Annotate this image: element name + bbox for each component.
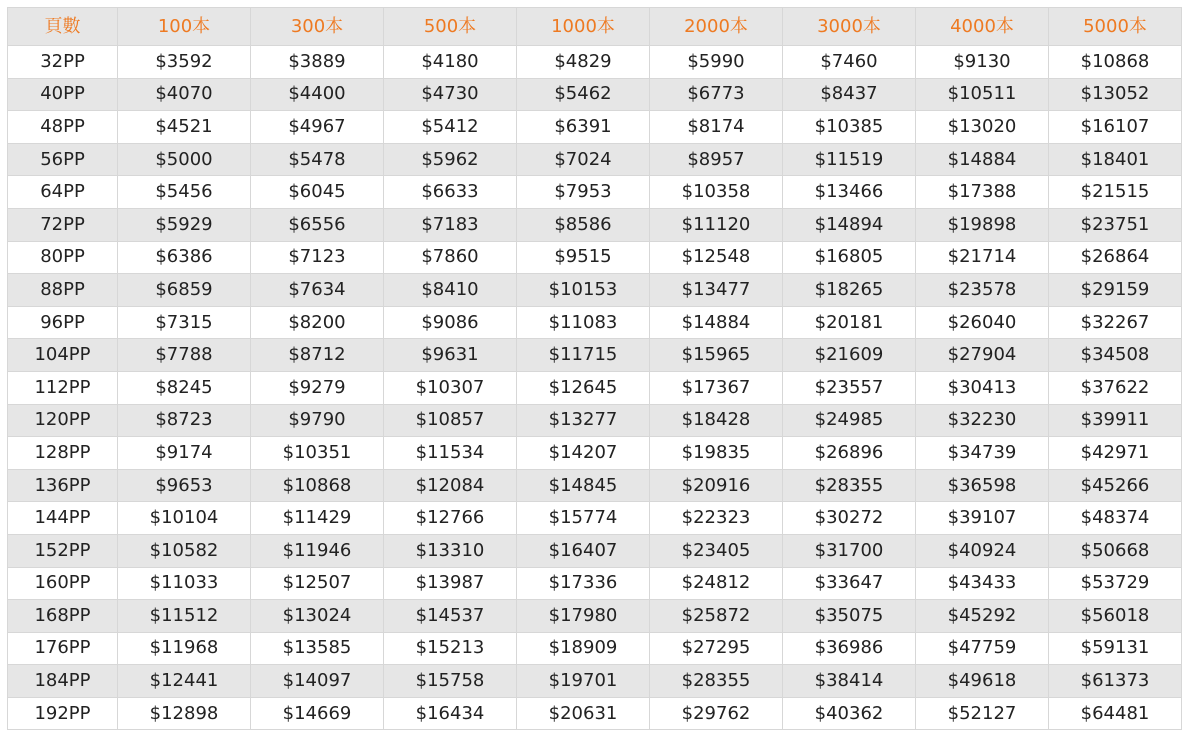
price-cell: $10582 [118,534,251,567]
page-count-cell: 80PP [8,241,118,274]
price-cell: $10868 [251,469,384,502]
price-cell: $26864 [1049,241,1182,274]
page-count-cell: 96PP [8,306,118,339]
price-cell: $9086 [384,306,517,339]
price-cell: $5478 [251,143,384,176]
table-row [8,46,1182,79]
price-cell: $7860 [384,241,517,274]
page-count-cell: 104PP [8,339,118,372]
price-cell: $8586 [517,208,650,241]
page-count-cell: 176PP [8,632,118,665]
price-cell: $33647 [783,567,916,600]
price-cell: $12766 [384,502,517,535]
page-count-cell: 40PP [8,78,118,111]
price-cell: $40924 [916,534,1049,567]
price-cell: $9653 [118,469,251,502]
price-cell: $14207 [517,437,650,470]
price-cell: $19835 [650,437,783,470]
price-cell: $16407 [517,534,650,567]
price-cell: $25872 [650,600,783,633]
price-cell: $32267 [1049,306,1182,339]
header-quantity-4: 1000本 [517,8,650,46]
price-cell: $7460 [783,46,916,79]
table-row [8,176,1182,209]
price-cell: $10307 [384,371,517,404]
price-table-container [7,7,1182,730]
price-cell: $64481 [1049,697,1182,730]
price-cell: $13585 [251,632,384,665]
header-quantity-7: 4000本 [916,8,1049,46]
price-cell: $14097 [251,665,384,698]
price-cell: $20916 [650,469,783,502]
table-row [8,534,1182,567]
price-cell: $10358 [650,176,783,209]
price-cell: $13020 [916,111,1049,144]
table-row [8,600,1182,633]
price-cell: $7123 [251,241,384,274]
price-cell: $34508 [1049,339,1182,372]
price-cell: $9130 [916,46,1049,79]
price-cell: $18428 [650,404,783,437]
price-cell: $18401 [1049,143,1182,176]
price-cell: $7183 [384,208,517,241]
price-cell: $4829 [517,46,650,79]
price-cell: $14669 [251,697,384,730]
price-cell: $11033 [118,567,251,600]
price-cell: $12548 [650,241,783,274]
page-count-cell: 56PP [8,143,118,176]
price-cell: $21609 [783,339,916,372]
price-cell: $11534 [384,437,517,470]
price-cell: $10104 [118,502,251,535]
header-quantity-3: 500本 [384,8,517,46]
price-cell: $14884 [650,306,783,339]
price-cell: $7315 [118,306,251,339]
price-cell: $24812 [650,567,783,600]
price-cell: $13987 [384,567,517,600]
table-row [8,339,1182,372]
price-cell: $6386 [118,241,251,274]
table-row [8,502,1182,535]
price-cell: $18909 [517,632,650,665]
page-count-cell: 72PP [8,208,118,241]
price-cell: $21714 [916,241,1049,274]
table-row [8,306,1182,339]
price-cell: $38414 [783,665,916,698]
price-cell: $6391 [517,111,650,144]
price-cell: $8245 [118,371,251,404]
table-row [8,208,1182,241]
price-cell: $31700 [783,534,916,567]
price-cell: $5000 [118,143,251,176]
header-quantity-1: 100本 [118,8,251,46]
price-table [7,7,1182,730]
page-count-cell: 184PP [8,665,118,698]
price-cell: $9174 [118,437,251,470]
price-cell: $4521 [118,111,251,144]
price-cell: $5990 [650,46,783,79]
price-cell: $17388 [916,176,1049,209]
price-cell: $14884 [916,143,1049,176]
page-count-cell: 192PP [8,697,118,730]
price-cell: $47759 [916,632,1049,665]
header-quantity-6: 3000本 [783,8,916,46]
price-cell: $8410 [384,274,517,307]
price-cell: $19701 [517,665,650,698]
price-cell: $45266 [1049,469,1182,502]
table-row [8,469,1182,502]
price-cell: $12507 [251,567,384,600]
price-cell: $13310 [384,534,517,567]
price-cell: $13024 [251,600,384,633]
price-cell: $5462 [517,78,650,111]
price-cell: $8174 [650,111,783,144]
price-cell: $8712 [251,339,384,372]
price-cell: $16107 [1049,111,1182,144]
price-cell: $23557 [783,371,916,404]
price-cell: $11715 [517,339,650,372]
price-cell: $13052 [1049,78,1182,111]
price-cell: $20181 [783,306,916,339]
price-cell: $11946 [251,534,384,567]
price-cell: $11083 [517,306,650,339]
table-row [8,111,1182,144]
price-cell: $13466 [783,176,916,209]
price-cell: $9279 [251,371,384,404]
price-cell: $35075 [783,600,916,633]
page-count-cell: 32PP [8,46,118,79]
price-cell: $23751 [1049,208,1182,241]
header-quantity-8: 5000本 [1049,8,1182,46]
price-cell: $12084 [384,469,517,502]
page-count-cell: 88PP [8,274,118,307]
page-count-cell: 112PP [8,371,118,404]
header-row [8,8,1182,46]
price-cell: $48374 [1049,502,1182,535]
price-cell: $4730 [384,78,517,111]
price-cell: $16434 [384,697,517,730]
price-cell: $8957 [650,143,783,176]
price-cell: $56018 [1049,600,1182,633]
price-cell: $30413 [916,371,1049,404]
price-cell: $7953 [517,176,650,209]
header-quantity-2: 300本 [251,8,384,46]
price-cell: $13477 [650,274,783,307]
price-cell: $20631 [517,697,650,730]
price-cell: $39911 [1049,404,1182,437]
table-row [8,632,1182,665]
price-cell: $52127 [916,697,1049,730]
price-cell: $32230 [916,404,1049,437]
price-cell: $43433 [916,567,1049,600]
price-cell: $14894 [783,208,916,241]
page-count-cell: 64PP [8,176,118,209]
price-cell: $10511 [916,78,1049,111]
table-body [8,46,1182,730]
price-cell: $8437 [783,78,916,111]
price-cell: $7788 [118,339,251,372]
price-cell: $17336 [517,567,650,600]
price-cell: $42971 [1049,437,1182,470]
price-cell: $5412 [384,111,517,144]
table-row [8,78,1182,111]
page-count-cell: 152PP [8,534,118,567]
price-cell: $3592 [118,46,251,79]
price-cell: $50668 [1049,534,1182,567]
page-count-cell: 168PP [8,600,118,633]
price-cell: $17367 [650,371,783,404]
price-cell: $49618 [916,665,1049,698]
price-cell: $9790 [251,404,384,437]
price-cell: $10857 [384,404,517,437]
price-cell: $28355 [650,665,783,698]
price-cell: $14537 [384,600,517,633]
price-cell: $23405 [650,534,783,567]
page-count-cell: 120PP [8,404,118,437]
price-cell: $19898 [916,208,1049,241]
price-cell: $30272 [783,502,916,535]
price-cell: $29762 [650,697,783,730]
price-cell: $15965 [650,339,783,372]
price-cell: $61373 [1049,665,1182,698]
table-row [8,274,1182,307]
price-cell: $10385 [783,111,916,144]
price-cell: $11120 [650,208,783,241]
price-cell: $12898 [118,697,251,730]
price-cell: $59131 [1049,632,1182,665]
price-cell: $36986 [783,632,916,665]
price-cell: $37622 [1049,371,1182,404]
page-count-cell: 48PP [8,111,118,144]
price-cell: $15213 [384,632,517,665]
price-cell: $12441 [118,665,251,698]
price-cell: $5962 [384,143,517,176]
price-cell: $29159 [1049,274,1182,307]
price-cell: $17980 [517,600,650,633]
table-row [8,404,1182,437]
price-cell: $10868 [1049,46,1182,79]
price-cell: $11429 [251,502,384,535]
page-count-cell: 136PP [8,469,118,502]
header-quantity-5: 2000本 [650,8,783,46]
price-cell: $5456 [118,176,251,209]
price-cell: $7024 [517,143,650,176]
price-cell: $5929 [118,208,251,241]
price-cell: $18265 [783,274,916,307]
price-cell: $26040 [916,306,1049,339]
price-cell: $15758 [384,665,517,698]
price-cell: $26896 [783,437,916,470]
price-cell: $8723 [118,404,251,437]
table-row [8,437,1182,470]
table-row [8,665,1182,698]
price-cell: $9515 [517,241,650,274]
price-cell: $8200 [251,306,384,339]
page-count-cell: 144PP [8,502,118,535]
table-header [8,8,1182,46]
price-cell: $34739 [916,437,1049,470]
price-cell: $4070 [118,78,251,111]
price-cell: $36598 [916,469,1049,502]
price-cell: $23578 [916,274,1049,307]
price-cell: $53729 [1049,567,1182,600]
price-cell: $39107 [916,502,1049,535]
price-cell: $7634 [251,274,384,307]
price-cell: $10351 [251,437,384,470]
page-count-cell: 160PP [8,567,118,600]
table-row [8,697,1182,730]
price-cell: $14845 [517,469,650,502]
price-cell: $3889 [251,46,384,79]
price-cell: $27295 [650,632,783,665]
header-pages: 頁數 [8,8,118,46]
price-cell: $6556 [251,208,384,241]
price-cell: $10153 [517,274,650,307]
price-cell: $13277 [517,404,650,437]
price-cell: $4967 [251,111,384,144]
table-row [8,241,1182,274]
price-cell: $4180 [384,46,517,79]
price-cell: $16805 [783,241,916,274]
price-cell: $6773 [650,78,783,111]
table-row [8,143,1182,176]
price-cell: $22323 [650,502,783,535]
price-cell: $9631 [384,339,517,372]
price-cell: $45292 [916,600,1049,633]
price-cell: $27904 [916,339,1049,372]
page-count-cell: 128PP [8,437,118,470]
price-cell: $6633 [384,176,517,209]
price-cell: $21515 [1049,176,1182,209]
price-cell: $24985 [783,404,916,437]
price-cell: $6045 [251,176,384,209]
price-cell: $11519 [783,143,916,176]
table-row [8,567,1182,600]
price-cell: $4400 [251,78,384,111]
price-cell: $40362 [783,697,916,730]
price-cell: $28355 [783,469,916,502]
price-cell: $11512 [118,600,251,633]
price-cell: $15774 [517,502,650,535]
price-cell: $11968 [118,632,251,665]
price-cell: $12645 [517,371,650,404]
price-cell: $6859 [118,274,251,307]
table-row [8,371,1182,404]
